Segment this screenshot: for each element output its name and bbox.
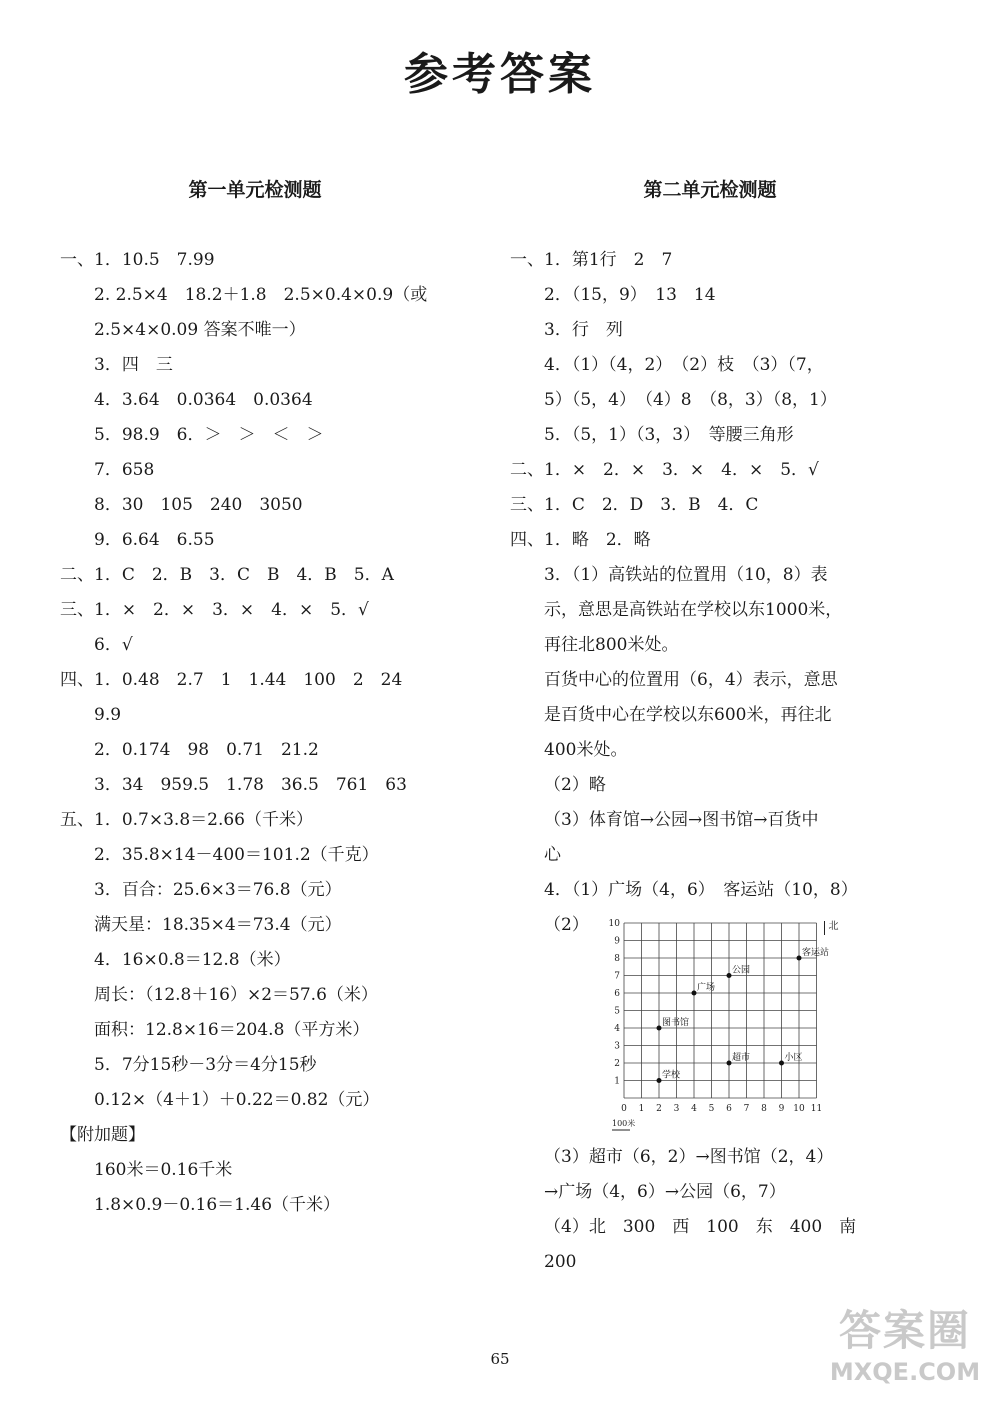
answer-text: （3）超市（6，2）→图书馆（2，4） [544, 1147, 834, 1167]
answer-line [60, 558, 450, 593]
answer-line [510, 523, 910, 558]
y-tick-label: 8 [614, 954, 620, 964]
answer-line [510, 313, 910, 348]
x-tick-label: 3 [673, 1104, 680, 1114]
answer-line [60, 803, 450, 838]
place-label: 客运站 [802, 948, 830, 958]
answer-text: 200 [544, 1252, 577, 1272]
answer-line [510, 663, 910, 698]
y-tick-label: 9 [614, 936, 620, 947]
answer-line [60, 628, 450, 663]
answer-line [510, 628, 910, 663]
answer-line [60, 1083, 450, 1118]
answer-text: 1．C 2．D 3．B 4．C [544, 495, 759, 515]
answer-text: 5．（5，1）（3，3） 等腰三角形 [544, 425, 794, 445]
answer-text: 4．3.64 0.0364 0.0364 [94, 390, 313, 410]
answer-line [510, 1140, 910, 1175]
place-point [692, 991, 697, 996]
right-answer-list-top [510, 243, 910, 908]
answer-section-marker: 四、 [510, 530, 544, 550]
answer-line [60, 488, 450, 523]
answer-line [60, 838, 450, 873]
answer-line [60, 943, 450, 978]
answer-section-marker: 二、 [510, 460, 544, 480]
answer-line [510, 558, 910, 593]
coordinate-grid [610, 910, 860, 1140]
answer-line [510, 873, 910, 908]
answer-text: 2．35.8×14－400＝101.2（千克） [94, 845, 379, 865]
x-tick-label: 6 [726, 1104, 732, 1114]
coordinate-graph-block [510, 908, 910, 1140]
answer-line [60, 243, 450, 278]
answer-line [510, 383, 910, 418]
answer-text: 1．× 2．× 3．× 4．× 5．√ [544, 460, 819, 480]
x-tick-label: 0 [621, 1104, 627, 1114]
answer-text: →广场（4，6）→公园（6，7） [544, 1182, 786, 1202]
place-point [657, 1078, 662, 1083]
x-tick-label: 2 [656, 1104, 662, 1114]
answer-text: 2．0.174 98 0.71 21.2 [94, 740, 319, 760]
y-tick-label: 1 [614, 1076, 620, 1087]
answer-text: 2. 2.5×4 18.2＋1.8 2.5×0.4×0.9（或 [94, 285, 428, 305]
answer-text: 3．行 列 [544, 320, 623, 340]
right-answer-list-bottom [510, 1140, 910, 1280]
graph-label: （2） [544, 915, 589, 935]
answer-text: 4．（1）（4，2） （2）枝 （3）（7， [544, 355, 824, 375]
y-tick-label: 6 [614, 989, 620, 999]
x-tick-label: 11 [810, 1104, 823, 1114]
answer-section-marker: 一、 [510, 250, 544, 270]
answer-text: 6．√ [94, 635, 133, 655]
place-point [657, 1026, 662, 1031]
answer-line [60, 768, 450, 803]
answer-text: 3．四 三 [94, 355, 173, 375]
answer-line [510, 418, 910, 453]
answer-line [510, 278, 910, 313]
answer-text: 400米处。 [544, 740, 628, 760]
answer-line [510, 243, 910, 278]
answer-section-marker: 三、 [60, 600, 94, 620]
answer-text: 1．第1行 2 7 [544, 250, 673, 270]
answer-text: 3．34 959.5 1.78 36.5 761 63 [94, 775, 407, 795]
answer-text: 3．百合：25.6×3＝76.8（元） [94, 880, 342, 900]
y-tick-label: 2 [614, 1059, 620, 1069]
answer-text: 示，意思是高铁站在学校以东1000米， [544, 600, 843, 620]
answer-line [60, 663, 450, 698]
answer-line [510, 698, 910, 733]
place-label: 广场 [697, 983, 716, 993]
answer-text: 5）（5，4） （4）8 （8，3）（8，1） [544, 390, 837, 410]
answer-text: 1.8×0.9－0.16＝1.46（千米） [94, 1195, 341, 1215]
answer-text: 160米＝0.16千米 [94, 1160, 233, 1180]
x-tick-label: 1 [638, 1104, 645, 1114]
x-tick-label: 10 [793, 1104, 805, 1114]
answer-text: 9.9 [94, 705, 122, 725]
answer-text: 1．略 2．略 [544, 530, 651, 550]
answer-line [510, 453, 910, 488]
place-label: 超市 [732, 1053, 751, 1063]
answer-text: 是百货中心在学校以东600米，再往北 [544, 705, 832, 725]
answer-text: 1．× 2．× 3．× 4．× 5．√ [94, 600, 369, 620]
answer-text: （3）体育馆→公园→图书馆→百货中 [544, 810, 819, 830]
x-tick-label: 9 [778, 1104, 785, 1114]
answer-section-marker: 五、 [60, 810, 94, 830]
answer-line [510, 1210, 910, 1245]
place-label: 图书馆 [662, 1018, 690, 1028]
answer-section-marker: 一、 [60, 250, 94, 270]
answer-line [510, 1175, 910, 1210]
y-tick-label: 3 [614, 1041, 620, 1052]
answer-text: 5．7分15秒－3分＝4分15秒 [94, 1055, 317, 1075]
answer-line [60, 313, 450, 348]
place-point [797, 956, 802, 961]
answer-text: 3．（1）高铁站的位置用（10，8）表 [544, 565, 828, 585]
answer-text: （4）北 300 西 100 东 400 南 [544, 1217, 857, 1237]
place-point [727, 973, 732, 978]
y-tick-label: 5 [614, 1006, 620, 1017]
watermark-bottom-text: MXQE.COM [829, 1358, 981, 1386]
answer-text: 1．0.48 2.7 1 1.44 100 2 24 [94, 670, 403, 690]
x-tick-label: 8 [761, 1104, 767, 1114]
place-label: 公园 [732, 965, 751, 976]
place-label: 学校 [662, 1070, 681, 1081]
answer-line [60, 1188, 450, 1223]
answer-line [510, 593, 910, 628]
answer-text: 1．10.5 7.99 [94, 250, 215, 270]
answer-text: 1．0.7×3.8＝2.66（千米） [94, 810, 313, 830]
left-answer-list [60, 243, 450, 1223]
answer-text: 面积：12.8×16＝204.8（平方米） [94, 1020, 370, 1040]
answer-line [510, 838, 910, 873]
answer-text: 4．16×0.8＝12.8（米） [94, 950, 291, 970]
answer-text: 2．（15，9） 13 14 [544, 285, 716, 305]
x-tick-label: 5 [708, 1104, 715, 1114]
answer-section-marker: 三、 [510, 495, 544, 515]
answer-line [60, 698, 450, 733]
answer-text: 8．30 105 240 3050 [94, 495, 303, 515]
watermark-logo [820, 1305, 990, 1400]
answer-text: 9．6.64 6.55 [94, 530, 215, 550]
north-label: 北 [828, 921, 839, 932]
answer-text: 1．C 2．B 3．C B 4．B 5．A [94, 565, 394, 585]
answer-text: （2）略 [544, 775, 606, 795]
answer-line [60, 593, 450, 628]
answer-text: 2.5×4×0.09 答案不唯一） [94, 320, 306, 340]
answer-text: 5．98.9 6．＞ ＞ ＜ ＞ [94, 425, 324, 445]
answer-line [60, 418, 450, 453]
answer-line [60, 348, 450, 383]
answer-line [510, 803, 910, 838]
place-point [727, 1061, 732, 1066]
y-tick-label: 10 [608, 919, 620, 929]
watermark-top-text: 答案圈 [838, 1306, 971, 1355]
section-title-unit-1: 第一单元检测题 [188, 179, 322, 201]
answer-text: 满天星：18.35×4＝73.4（元） [94, 915, 342, 935]
answer-section-marker: 【附加题】 [60, 1125, 145, 1145]
answer-text: 4．（1）广场（4，6） 客运站（10，8） [544, 880, 858, 900]
answer-line [510, 348, 910, 383]
page-title: 参考答案 [404, 49, 596, 100]
answer-line [60, 1048, 450, 1083]
answer-text: 0.12×（4＋1）＋0.22＝0.82（元） [94, 1090, 380, 1110]
answer-line [60, 523, 450, 558]
left-column [60, 175, 450, 1223]
y-tick-label: 7 [614, 971, 620, 982]
answer-text: 百货中心的位置用（6，4）表示，意思 [544, 670, 838, 690]
answer-section-marker: 二、 [60, 565, 94, 585]
answer-line [510, 1245, 910, 1280]
answer-text: 再往北800米处。 [544, 635, 679, 655]
x-tick-label: 7 [743, 1104, 750, 1114]
place-label: 小区 [784, 1053, 803, 1063]
x-tick-label: 4 [691, 1104, 697, 1114]
page-number: 65 [490, 1350, 510, 1368]
answer-line [60, 383, 450, 418]
answer-line [60, 733, 450, 768]
answer-section-marker: 四、 [60, 670, 94, 690]
scale-label: 100米 [612, 1119, 636, 1128]
answer-line [510, 488, 910, 523]
answer-text: 周长：（12.8＋16）×2＝57.6（米） [94, 985, 378, 1005]
answer-line [510, 768, 910, 803]
answer-line [60, 453, 450, 488]
answer-line [60, 978, 450, 1013]
answer-line [60, 1118, 450, 1153]
answer-text: 7．658 [94, 460, 155, 480]
right-column [510, 175, 910, 1280]
answer-line [60, 278, 450, 313]
answer-line [60, 1013, 450, 1048]
answer-line [60, 873, 450, 908]
y-tick-label: 4 [614, 1024, 620, 1034]
answer-text: 心 [544, 845, 561, 865]
answer-line [510, 733, 910, 768]
section-title-unit-2: 第二单元检测题 [643, 179, 777, 201]
answer-line [60, 1153, 450, 1188]
place-point [779, 1061, 784, 1066]
answer-line [60, 908, 450, 943]
